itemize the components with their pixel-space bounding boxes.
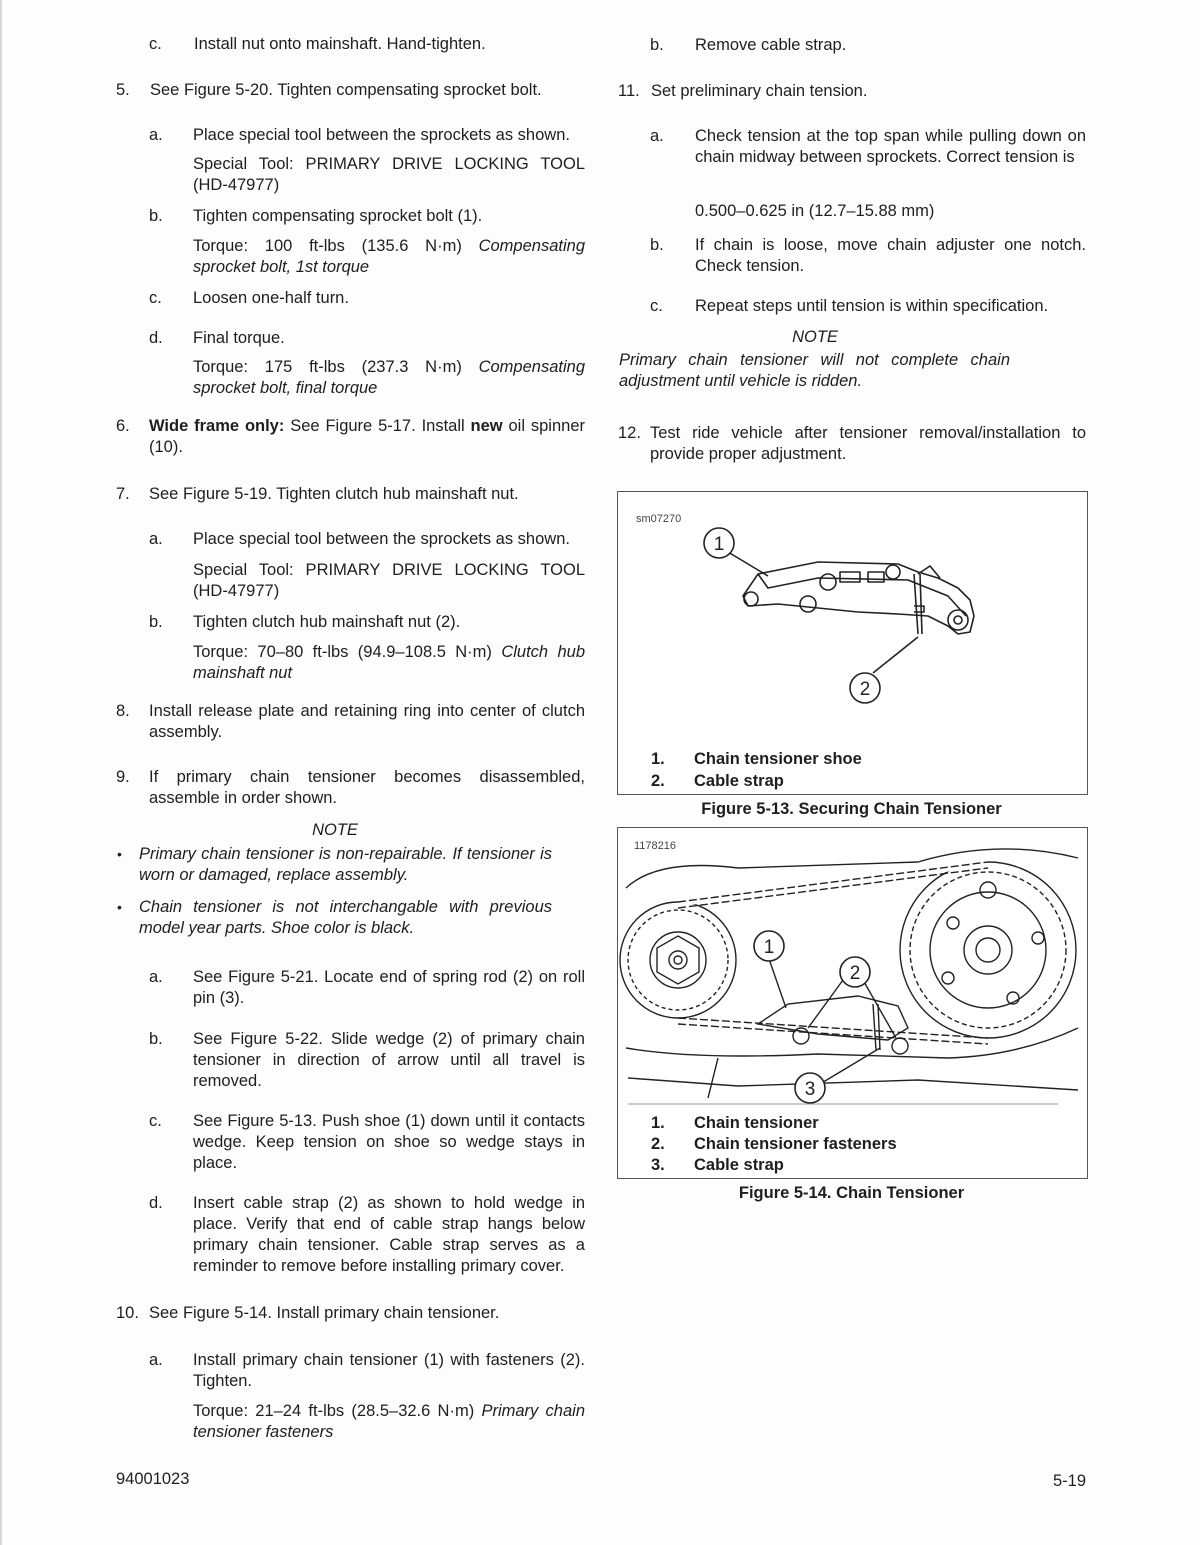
step-5b: [0, 206, 600, 281]
step-label: a.: [149, 1351, 163, 1369]
step-5d: [0, 328, 600, 403]
step-number: 7.: [116, 485, 130, 503]
step-label: a.: [149, 530, 163, 548]
tension-value: 0.500–0.625 in (12.7–15.88 mm): [695, 202, 935, 220]
note-text: Chain tensioner is not interchangable with previous model year parts. Shoe color is black.: [139, 898, 552, 937]
special-tool: Special Tool: PRIMARY DRIVE LOCKING TOOL (HD-47977): [193, 155, 585, 194]
step-7b: [0, 612, 600, 687]
step-4c: [0, 34, 600, 56]
step-text: Install primary chain tensioner (1) with fasteners (2). Tighten.: [193, 1351, 585, 1390]
legend-item: [651, 1155, 1071, 1177]
callout-number: 2: [859, 679, 871, 700]
legend-number: 3.: [651, 1156, 665, 1174]
figure-legend: [651, 1113, 1071, 1179]
torque-spec: [193, 1401, 585, 1443]
step-number: 11.: [618, 82, 640, 100]
step-text: Install release plate and retaining ring into center of clutch assembly.: [149, 702, 585, 741]
step-text: Remove cable strap.: [695, 36, 847, 54]
legend-text: Chain tensioner shoe: [694, 750, 862, 768]
step-text: If primary chain tensioner becomes disassembled, assemble in order shown.: [149, 768, 585, 807]
step-text: [149, 416, 585, 458]
chain-tensioner-illustration: [618, 828, 1087, 1118]
step-text: Install nut onto mainshaft. Hand-tighten.: [194, 35, 486, 53]
step-text-part: oil spinner (10).: [149, 417, 585, 456]
note-heading: NOTE: [312, 821, 358, 839]
bold-prefix: Wide frame only:: [149, 417, 285, 435]
figure-id: 1178216: [634, 840, 677, 852]
legend-number: 2.: [651, 1135, 665, 1153]
step-6: [0, 416, 600, 460]
step-5c: [0, 288, 600, 310]
step-9d: [0, 1193, 600, 1281]
step-8: [0, 701, 600, 745]
step-label: c.: [149, 289, 162, 307]
step-text: Check tension at the top span while pulling down on chain midway between sprockets. Correct tension is: [695, 127, 1086, 166]
step-11b: [600, 235, 1200, 279]
step-number: 9.: [116, 768, 130, 786]
step-number: 10.: [116, 1304, 139, 1322]
note-bullet: [0, 844, 600, 888]
step-text: If chain is loose, move chain adjuster one notch. Check tension.: [695, 236, 1086, 275]
step-12: [600, 423, 1200, 467]
step-7: [0, 484, 600, 506]
step-9a: [0, 967, 600, 1011]
step-text: See Figure 5-20. Tighten compensating sprocket bolt.: [150, 81, 542, 99]
step-text: Set preliminary chain tension.: [651, 82, 868, 100]
step-10: [0, 1303, 600, 1325]
step-label: b.: [149, 613, 163, 631]
step-label: a.: [149, 968, 163, 986]
step-label: b.: [149, 207, 163, 225]
step-text: Final torque.: [193, 329, 285, 347]
torque-value: Torque: 175 ft-lbs (237.3 N·m): [193, 358, 462, 376]
step-5: [0, 80, 600, 102]
step-label: b.: [149, 1030, 163, 1048]
special-tool: Special Tool: PRIMARY DRIVE LOCKING TOOL (HD-47977): [193, 561, 585, 600]
figure-5-14: [617, 827, 1088, 1179]
torque-description: Primary chain tensioner fasteners: [193, 1402, 585, 1441]
torque-value: Torque: 70–80 ft-lbs (94.9–108.5 N·m): [193, 643, 492, 661]
step-label: d.: [149, 1194, 163, 1212]
figure-caption: Figure 5-14. Chain Tensioner: [738, 1184, 965, 1202]
figure-caption: Figure 5-13. Securing Chain Tensioner: [701, 800, 1002, 818]
tensioner-illustration: [618, 492, 1087, 752]
legend-number: 1.: [651, 1114, 665, 1132]
step-number: 8.: [116, 702, 130, 720]
step-number: 6.: [116, 417, 130, 435]
step-text: See Figure 5-22. Slide wedge (2) of primary chain tensioner in direction of arrow until all travel is removed.: [193, 1030, 585, 1090]
step-11: [600, 81, 1200, 103]
note-heading: NOTE: [792, 328, 838, 346]
legend-item: [651, 1113, 1071, 1135]
legend-text: Chain tensioner: [694, 1114, 819, 1132]
callout-number: 1: [713, 534, 725, 555]
step-text: See Figure 5-14. Install primary chain tensioner.: [149, 1304, 500, 1322]
page-number: 5-19: [1052, 1472, 1086, 1490]
step-label: c.: [650, 297, 663, 315]
step-label: b.: [650, 236, 664, 254]
step-5a: [0, 125, 600, 200]
step-text: See Figure 5-19. Tighten clutch hub mainshaft nut.: [149, 485, 519, 503]
document-number: 94001023: [116, 1470, 190, 1488]
callout-number: 1: [763, 937, 775, 958]
torque-spec: [193, 236, 585, 278]
bullet-glyph: •: [117, 846, 122, 862]
step-7a: [0, 529, 600, 604]
torque-value: Torque: 21–24 ft-lbs (28.5–32.6 N·m): [193, 1402, 475, 1420]
step-label: c.: [149, 1112, 162, 1130]
torque-spec: [193, 642, 585, 684]
step-text: Tighten clutch hub mainshaft nut (2).: [193, 613, 461, 631]
note-text: Primary chain tensioner will not complete chain adjustment until vehicle is ridden.: [619, 351, 1010, 390]
note-text: Primary chain tensioner is non-repairable. If tensioner is worn or damaged, replace assembly.: [139, 845, 552, 884]
step-label: d.: [149, 329, 163, 347]
bullet-glyph: •: [117, 899, 122, 915]
step-text: Tighten compensating sprocket bolt (1).: [193, 207, 483, 225]
torque-description: Compensating sprocket bolt, final torque: [193, 358, 585, 397]
step-label: b.: [650, 36, 664, 54]
legend-text: Chain tensioner fasteners: [694, 1135, 897, 1153]
torque-spec: [193, 357, 585, 399]
step-text: Test ride vehicle after tensioner removal/installation to provide proper adjustment.: [650, 424, 1086, 463]
legend-item: [651, 771, 1071, 793]
step-label: a.: [149, 126, 163, 144]
legend-text: Cable strap: [694, 1156, 784, 1174]
callout-number: 2: [849, 963, 861, 984]
step-number: 12.: [618, 424, 641, 442]
torque-description: Compensating sprocket bolt, 1st torque: [193, 237, 585, 276]
legend-item: [651, 749, 1071, 771]
callout-1: [704, 528, 734, 558]
legend-number: 1.: [651, 750, 665, 768]
figure-id: sm07270: [636, 513, 682, 525]
step-label: c.: [149, 35, 162, 53]
figure-legend: [651, 749, 1071, 793]
note-bullet: [0, 897, 600, 941]
step-10b: [600, 35, 1200, 57]
legend-text: Cable strap: [694, 772, 784, 790]
torque-description: Clutch hub mainshaft nut: [193, 643, 585, 682]
callout-2: [840, 957, 870, 987]
step-text: Loosen one-half turn.: [193, 289, 349, 307]
step-10a: [0, 1350, 600, 1446]
callout-3: [795, 1073, 825, 1103]
step-text: See Figure 5-21. Locate end of spring rod (2) on roll pin (3).: [193, 968, 585, 1007]
step-text: Insert cable strap (2) as shown to hold wedge in place. Verify that end of cable strap hangs below primary chain tensioner. Cable strap serves as a reminder to remove before installing primary cover.: [193, 1194, 585, 1275]
step-9: [0, 767, 600, 811]
callout-1: [754, 931, 784, 961]
step-text-part: See Figure 5-17. Install: [284, 417, 471, 435]
step-number: 5.: [116, 81, 130, 99]
step-9b: [0, 1029, 600, 1095]
step-11a: [600, 126, 1200, 226]
step-9c: [0, 1111, 600, 1177]
callout-number: 3: [804, 1079, 816, 1100]
step-text: Repeat steps until tension is within specification.: [695, 297, 1049, 315]
legend-number: 2.: [651, 772, 665, 790]
figure-5-13: [617, 491, 1088, 795]
torque-value: Torque: 100 ft-lbs (135.6 N·m): [193, 237, 462, 255]
legend-item: [651, 1134, 1071, 1156]
callout-2: [850, 673, 880, 703]
step-text: Place special tool between the sprockets as shown.: [193, 126, 570, 144]
step-label: a.: [650, 127, 664, 145]
step-text: Place special tool between the sprockets as shown.: [193, 530, 570, 548]
emphasis-new: new: [470, 417, 503, 435]
step-11c: [600, 296, 1200, 318]
step-text: See Figure 5-13. Push shoe (1) down until it contacts wedge. Keep tension on shoe so wedge stays in place.: [193, 1112, 585, 1172]
